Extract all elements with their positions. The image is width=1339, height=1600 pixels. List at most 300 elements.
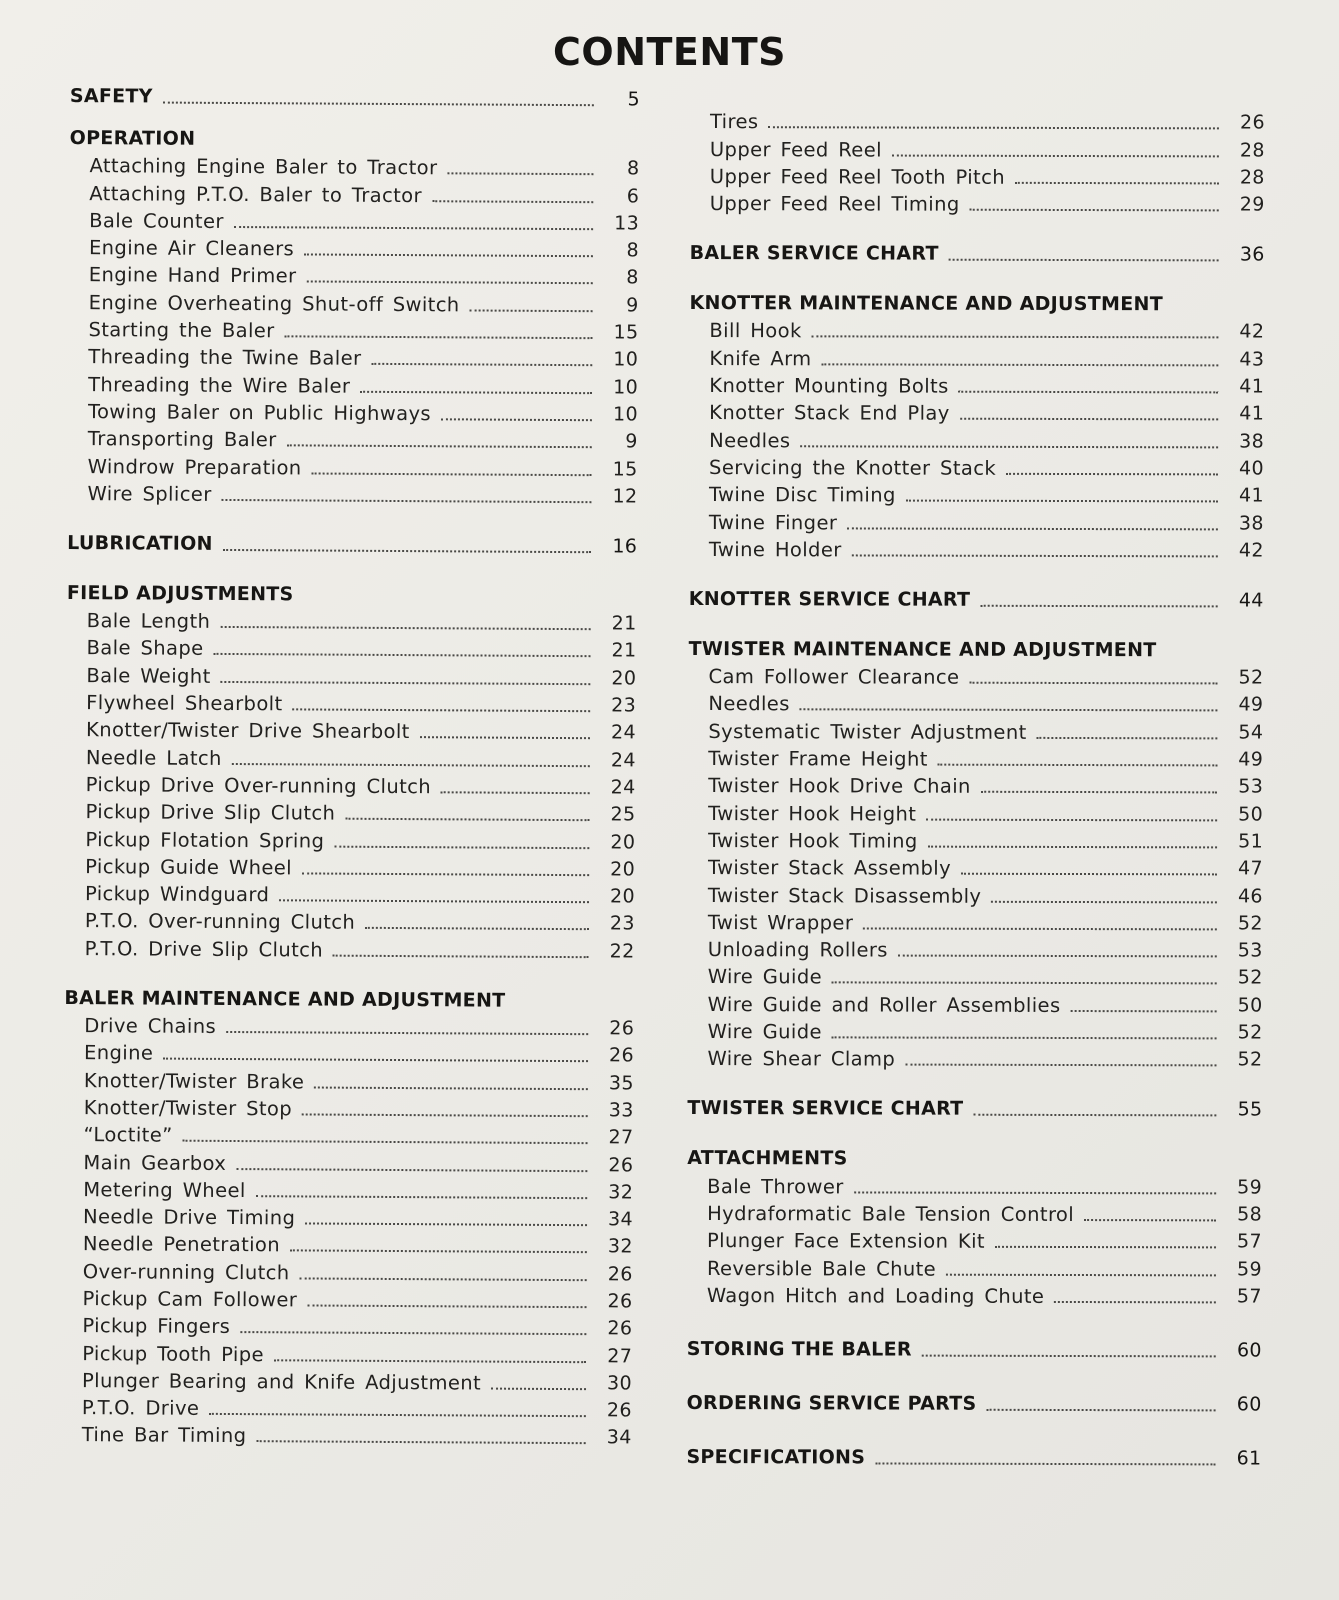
dot-leader	[345, 818, 589, 821]
toc-entry[interactable]	[69, 261, 639, 292]
page-number: 41	[1239, 402, 1265, 425]
toc-entry[interactable]	[69, 179, 639, 210]
toc-section-baler-maintenance	[64, 984, 634, 1015]
dot-leader	[312, 472, 592, 476]
page-number: 54	[1238, 721, 1264, 744]
entry-label: Bale Shape	[86, 636, 204, 661]
entry-label: Cam Follower Clearance	[708, 665, 960, 689]
toc-section-specifications[interactable]	[686, 1443, 1261, 1473]
entry-label: Servicing the Knotter Stack	[709, 456, 997, 480]
entry-label: Wire Guide	[707, 965, 823, 989]
entry-label: Twister Frame Height	[708, 747, 928, 771]
baler-maintenance-entries	[62, 1012, 635, 1452]
page-number: 36	[1239, 243, 1265, 266]
toc-section-field-adjustments	[67, 579, 637, 610]
section-label: KNOTTER SERVICE CHART	[688, 587, 971, 611]
entry-label: Bale Counter	[89, 209, 224, 233]
dot-leader	[334, 845, 589, 849]
dot-leader	[314, 1086, 588, 1090]
page-title: CONTENTS	[553, 30, 786, 74]
entry-label: Upper Feed Reel Timing	[709, 192, 960, 216]
toc-entry[interactable]	[67, 480, 637, 511]
toc-entry[interactable]	[69, 234, 639, 265]
toc-section-storing[interactable]	[687, 1335, 1262, 1365]
toc-section-knotter-maintenance	[689, 289, 1264, 319]
section-label: FIELD ADJUSTMENTS	[66, 581, 294, 606]
toc-entry[interactable]	[62, 1339, 632, 1370]
page-number: 49	[1238, 748, 1264, 771]
page-number: 60	[1236, 1339, 1262, 1362]
page-number: 52	[1238, 666, 1264, 689]
entry-label: Hydraformatic Bale Tension Control	[707, 1201, 1075, 1226]
dot-leader	[852, 554, 1218, 557]
page-number: 5	[627, 88, 640, 111]
dot-leader	[360, 390, 592, 393]
toc-entry[interactable]	[65, 880, 635, 911]
entry-label: Needle Latch	[85, 745, 222, 770]
toc-entry[interactable]	[688, 799, 1263, 828]
entry-label: Wire Guide	[707, 1020, 822, 1044]
toc-entry[interactable]	[68, 398, 638, 429]
dot-leader	[223, 549, 591, 553]
dot-leader	[234, 226, 593, 230]
dot-leader	[892, 154, 1219, 157]
dot-leader	[961, 873, 1217, 876]
page-number: 50	[1237, 994, 1263, 1017]
entry-label: Knotter Mounting Bolts	[709, 374, 949, 398]
toc-entry[interactable]	[63, 1230, 633, 1261]
section-label: OPERATION	[69, 126, 196, 150]
page-number: 20	[609, 885, 636, 908]
dot-leader	[906, 500, 1218, 503]
left-column	[62, 82, 640, 1452]
toc-entry[interactable]	[62, 1285, 632, 1316]
page-number: 26	[608, 1153, 634, 1176]
dot-leader	[832, 1036, 1217, 1039]
entry-label: Transporting Baler	[87, 427, 277, 452]
toc-entry[interactable]	[690, 135, 1265, 164]
toc-section-baler-service-chart[interactable]	[690, 239, 1265, 269]
dot-leader	[905, 1064, 1216, 1067]
page-number: 52	[1237, 966, 1263, 989]
dot-leader	[991, 900, 1217, 903]
entry-label: Twine Disc Timing	[708, 483, 896, 507]
entry-label: Tine Bar Timing	[81, 1423, 247, 1448]
dot-leader	[946, 1273, 1216, 1276]
dot-leader	[274, 1359, 586, 1363]
entry-label: Threading the Twine Baler	[88, 345, 362, 371]
toc-entry[interactable]	[689, 536, 1264, 565]
page-number: 55	[1237, 1098, 1263, 1121]
page-number: 41	[1239, 375, 1265, 398]
page-number: 27	[607, 1344, 633, 1368]
toc-entry[interactable]	[689, 508, 1264, 537]
page-number: 9	[625, 430, 638, 453]
page-number: 26	[1239, 111, 1265, 134]
toc-section-twister-maintenance	[689, 635, 1264, 665]
page-number: 26	[606, 1399, 632, 1422]
toc-entry[interactable]	[65, 934, 635, 965]
page-number: 26	[607, 1290, 633, 1313]
dot-leader	[220, 626, 590, 630]
dot-leader	[232, 763, 590, 767]
dot-leader	[163, 102, 594, 107]
entry-label: Towing Baler on Public Highways	[87, 400, 432, 426]
page-number: 35	[608, 1071, 634, 1095]
toc-entry[interactable]	[687, 1254, 1262, 1283]
page-number: 44	[1238, 589, 1264, 612]
entry-label: Twister Hook Timing	[708, 828, 918, 853]
twister-maintenance-entries	[687, 663, 1263, 1074]
entry-label: Twister Stack Assembly	[707, 856, 952, 880]
dot-leader	[1006, 473, 1218, 476]
section-label: STORING THE BALER	[686, 1337, 912, 1361]
page-number: 59	[1236, 1257, 1262, 1281]
page-number: 9	[626, 294, 639, 317]
page-number: 53	[1237, 939, 1263, 962]
dot-leader	[222, 499, 592, 503]
page-number: 50	[1238, 803, 1264, 826]
toc-entry[interactable]	[688, 963, 1263, 992]
dot-leader	[305, 1223, 587, 1227]
page-number: 42	[1239, 320, 1265, 343]
entry-label: Twine Finger	[708, 510, 838, 534]
knotter-maintenance-entries	[689, 317, 1265, 564]
entry-label: Over-running Clutch	[82, 1259, 290, 1285]
page-number: 42	[1238, 539, 1264, 562]
toc-entry[interactable]	[69, 152, 639, 183]
page-number: 57	[1237, 1230, 1263, 1253]
dot-leader	[285, 335, 593, 339]
page-number: 59	[1237, 1176, 1263, 1199]
page-number: 15	[612, 457, 638, 481]
dot-leader	[306, 281, 592, 285]
toc-entry[interactable]	[69, 207, 639, 238]
toc-entry[interactable]	[688, 772, 1263, 801]
entry-label: Pickup Drive Over-running Clutch	[85, 773, 432, 799]
toc-entry[interactable]	[68, 425, 638, 456]
toc-entry[interactable]	[68, 316, 638, 347]
page-number: 27	[608, 1126, 634, 1149]
section-label: ATTACHMENTS	[687, 1147, 848, 1170]
dot-leader	[420, 736, 590, 739]
page-number: 13	[614, 212, 640, 235]
page-number: 10	[612, 403, 639, 426]
toc-entry[interactable]	[64, 1039, 634, 1070]
entry-label: P.T.O. Drive	[81, 1396, 200, 1420]
section-label: TWISTER MAINTENANCE AND ADJUSTMENT	[688, 637, 1157, 662]
dot-leader	[822, 363, 1219, 366]
page-number: 10	[613, 375, 639, 399]
entry-label: Engine Hand Primer	[88, 263, 297, 288]
page-number: 15	[613, 321, 639, 344]
entry-label: Wire Shear Clamp	[707, 1047, 896, 1071]
dot-leader	[1054, 1301, 1216, 1303]
entry-label: Needles	[709, 428, 791, 452]
toc-section-knotter-service-chart[interactable]	[689, 585, 1264, 615]
page-number: 60	[1236, 1393, 1262, 1416]
page-number: 8	[626, 239, 640, 262]
page-number: 20	[611, 667, 637, 690]
baler-maintenance-continued-entries	[690, 108, 1265, 219]
page-number: 21	[611, 612, 637, 635]
page-number: 38	[1239, 430, 1265, 453]
entry-label: Twister Hook Drive Chain	[708, 774, 971, 799]
entry-label: Needles	[708, 692, 790, 716]
toc-entry[interactable]	[64, 1012, 634, 1043]
toc-entry[interactable]	[689, 426, 1264, 455]
page-number: 40	[1239, 457, 1265, 480]
dot-leader	[491, 1387, 586, 1390]
page-number: 25	[610, 803, 636, 826]
page-number: 49	[1238, 693, 1264, 716]
dot-leader	[333, 954, 589, 958]
toc-entry[interactable]	[67, 607, 637, 638]
entry-label: Engine	[83, 1041, 154, 1065]
section-label: TWISTER SERVICE CHART	[687, 1097, 964, 1121]
page-number: 10	[613, 348, 639, 371]
toc-entry[interactable]	[66, 661, 636, 692]
toc-entry[interactable]	[689, 454, 1264, 483]
toc-section-safety[interactable]	[70, 82, 640, 113]
toc-entry[interactable]	[690, 190, 1265, 219]
dot-leader	[183, 1140, 588, 1144]
toc-entry[interactable]	[689, 399, 1264, 428]
page-number: 12	[612, 485, 638, 508]
entry-label: Pickup Fingers	[82, 1314, 231, 1339]
dot-leader	[302, 872, 589, 876]
toc-entry[interactable]	[65, 825, 635, 856]
entry-label: Attaching P.T.O. Baler to Tractor	[89, 181, 422, 207]
dot-leader	[1084, 1219, 1216, 1221]
section-label: SPECIFICATIONS	[686, 1445, 866, 1469]
entry-label: Unloading Rollers	[707, 938, 888, 962]
entry-label: Knotter/Twister Stop	[83, 1096, 293, 1121]
dot-leader	[938, 764, 1218, 767]
toc-section-operation	[70, 124, 640, 155]
toc-entry[interactable]	[687, 1172, 1262, 1201]
dot-leader	[981, 791, 1217, 794]
toc-entry[interactable]	[688, 690, 1263, 719]
dot-leader	[898, 955, 1217, 958]
right-column	[686, 108, 1265, 1472]
page-number: 57	[1236, 1285, 1262, 1308]
toc-entry[interactable]	[66, 634, 636, 665]
page-number: 52	[1237, 1021, 1263, 1044]
entry-label: Reversible Bale Chute	[706, 1256, 937, 1281]
entry-label: Wire Guide and Roller Assemblies	[707, 992, 1061, 1017]
dot-leader	[973, 1114, 1216, 1117]
dot-leader	[226, 1031, 588, 1035]
page-number: 52	[1237, 912, 1263, 935]
page-number: 28	[1239, 166, 1265, 189]
toc-entry[interactable]	[62, 1367, 632, 1398]
dot-leader	[847, 527, 1218, 530]
page-number: 8	[626, 266, 639, 289]
dot-leader	[441, 791, 590, 794]
entry-label: Bale Length	[86, 609, 211, 634]
entry-label: Metering Wheel	[83, 1177, 246, 1202]
dot-leader	[221, 681, 591, 685]
entry-label: Wire Splicer	[87, 481, 212, 506]
toc-entry[interactable]	[66, 743, 636, 774]
toc-entry[interactable]	[66, 689, 636, 720]
dot-leader	[300, 1277, 587, 1281]
toc-entry[interactable]	[688, 827, 1263, 856]
dot-leader	[441, 418, 592, 421]
section-label: SAFETY	[69, 84, 153, 108]
toc-entry[interactable]	[688, 1018, 1263, 1047]
page-number: 34	[608, 1208, 634, 1231]
section-label: ORDERING SERVICE PARTS	[686, 1391, 977, 1415]
page-number: 52	[1237, 1048, 1263, 1071]
page-number: 26	[609, 1017, 635, 1040]
dot-leader	[432, 200, 593, 203]
entry-label: Pickup Cam Follower	[82, 1287, 298, 1312]
dot-leader	[290, 1250, 587, 1254]
toc-entry[interactable]	[64, 1066, 634, 1097]
toc-entry[interactable]	[63, 1175, 633, 1206]
toc-entry[interactable]	[689, 372, 1264, 401]
toc-entry[interactable]	[62, 1421, 632, 1452]
toc-entry[interactable]	[687, 1045, 1262, 1074]
dot-leader	[307, 1304, 586, 1308]
toc-entry[interactable]	[689, 344, 1264, 373]
toc-entry[interactable]	[63, 1148, 633, 1179]
dot-leader	[302, 1113, 588, 1117]
dot-leader	[1037, 737, 1218, 739]
toc-entry[interactable]	[688, 909, 1263, 938]
toc-section-lubrication[interactable]	[67, 529, 637, 560]
entry-label: Bale Weight	[86, 663, 211, 688]
page-number: 6	[626, 184, 640, 208]
toc-entry[interactable]	[68, 343, 638, 374]
page-number: 23	[611, 694, 637, 717]
dot-leader	[256, 1441, 585, 1445]
dot-leader	[209, 1413, 586, 1417]
entry-label: Twist Wrapper	[707, 910, 854, 935]
toc-entry[interactable]	[62, 1312, 632, 1343]
page-number: 24	[610, 776, 636, 799]
toc-entry[interactable]	[688, 717, 1263, 746]
section-label: BALER MAINTENANCE AND ADJUSTMENT	[64, 986, 506, 1012]
dot-leader	[926, 818, 1217, 821]
entry-label: Pickup Windguard	[84, 882, 270, 907]
page-number: 53	[1238, 775, 1264, 798]
page-number: 8	[626, 157, 640, 180]
toc-entry[interactable]	[68, 452, 638, 483]
page-number: 26	[607, 1262, 633, 1286]
page-number: 46	[1237, 884, 1263, 908]
entry-label: Wagon Hitch and Loading Chute	[706, 1283, 1045, 1308]
toc-section-ordering[interactable]	[687, 1389, 1262, 1419]
toc-entry[interactable]	[65, 853, 635, 884]
page-number: 24	[610, 748, 636, 772]
toc-entry[interactable]	[689, 317, 1264, 346]
entry-label: Upper Feed Reel	[709, 137, 882, 162]
toc-entry[interactable]	[688, 854, 1263, 883]
dot-leader	[995, 1246, 1216, 1249]
page-number: 61	[1236, 1447, 1262, 1470]
entry-label: Twister Hook Height	[708, 801, 917, 826]
toc-entry[interactable]	[687, 1281, 1262, 1310]
page-number: 22	[609, 940, 635, 963]
page-number: 24	[610, 721, 637, 744]
dot-leader	[214, 653, 591, 657]
toc-section-twister-service-chart[interactable]	[687, 1094, 1262, 1124]
entry-label: Drive Chains	[84, 1014, 217, 1038]
toc-entry[interactable]	[688, 663, 1263, 692]
toc-entry[interactable]	[687, 1200, 1262, 1229]
dot-leader	[812, 336, 1219, 339]
dot-leader	[371, 363, 592, 366]
section-label: BALER SERVICE CHART	[689, 242, 939, 265]
page-number: 29	[1239, 193, 1265, 216]
entry-label: Main Gearbox	[83, 1150, 227, 1175]
toc-entry[interactable]	[688, 990, 1263, 1019]
toc-entry[interactable]	[687, 1227, 1262, 1256]
entry-label: Threading the Wire Baler	[88, 372, 351, 398]
toc-entry[interactable]	[66, 716, 636, 747]
toc-entry[interactable]	[66, 771, 636, 802]
entry-label: Pickup Drive Slip Clutch	[85, 800, 336, 825]
dot-leader	[470, 309, 593, 312]
toc-entry[interactable]	[62, 1394, 632, 1425]
toc-entry[interactable]	[688, 745, 1263, 774]
toc-entry[interactable]	[65, 798, 635, 829]
toc-entry[interactable]	[63, 1203, 633, 1234]
dot-leader	[854, 1191, 1217, 1194]
toc-entry[interactable]	[68, 370, 638, 401]
entry-label: Engine Air Cleaners	[88, 236, 295, 261]
entry-label: Knotter/Twister Brake	[83, 1068, 305, 1094]
toc-entry[interactable]	[63, 1257, 633, 1288]
entry-label: Pickup Guide Wheel	[85, 854, 293, 880]
toc-entry[interactable]	[688, 881, 1263, 910]
toc-entry[interactable]	[690, 108, 1265, 137]
page-number: 43	[1239, 348, 1265, 371]
dot-leader	[949, 259, 1219, 262]
dot-leader	[279, 899, 589, 903]
entry-label: “Loctite”	[83, 1123, 173, 1147]
dot-leader	[768, 127, 1219, 130]
dot-leader	[970, 209, 1219, 212]
field-adjustments-entries	[65, 607, 637, 965]
entry-label: Engine Overheating Shut-off Switch	[88, 290, 460, 317]
dot-leader	[928, 846, 1217, 849]
toc-entry[interactable]	[690, 163, 1265, 192]
page-number: 58	[1237, 1203, 1263, 1226]
dot-leader	[800, 709, 1218, 712]
entry-label: Needle Penetration	[82, 1232, 281, 1257]
toc-entry[interactable]	[69, 288, 639, 319]
toc-entry[interactable]	[65, 907, 635, 938]
entry-label: Plunger Face Extension Kit	[707, 1229, 986, 1253]
toc-entry[interactable]	[64, 1094, 634, 1125]
dot-leader	[1071, 1010, 1217, 1012]
entry-label: Windrow Preparation	[87, 454, 302, 479]
dot-leader	[287, 445, 592, 449]
operation-entries	[67, 152, 639, 510]
dot-leader	[875, 1462, 1215, 1465]
toc-entry[interactable]	[688, 936, 1263, 965]
dot-leader	[832, 982, 1217, 985]
entry-label: Flywheel Shearbolt	[86, 691, 283, 716]
toc-entry[interactable]	[689, 481, 1264, 510]
page-number: 16	[612, 535, 638, 558]
entry-label: Bill Hook	[709, 319, 802, 343]
toc-entry[interactable]	[63, 1121, 633, 1152]
